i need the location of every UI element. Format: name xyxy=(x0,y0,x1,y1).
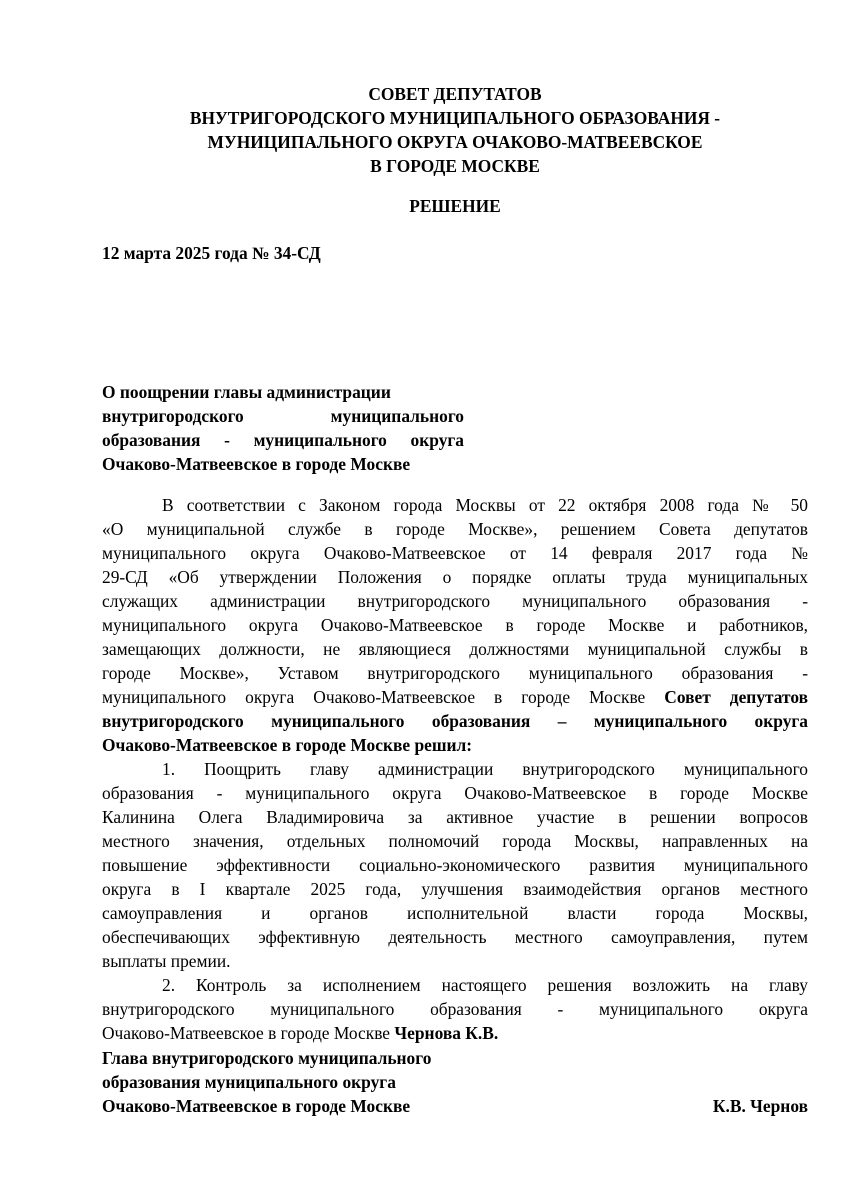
preamble-line-7: замещающих должности, не являющиеся должностями муниципальной службы в xyxy=(102,639,808,659)
council-header xyxy=(0,82,848,178)
preamble-line-2: «О муниципальной службе в городе Москве», решением Совета депутатов xyxy=(102,519,808,539)
preamble-line-1: В соответствии с Законом города Москвы от 22 октября 2008 года № 50 xyxy=(162,495,808,515)
item1-line-6: округа в I квартале 2025 года, улучшения взаимодействия органов местного xyxy=(102,879,808,899)
preamble-line-5: служащих администрации внутригородского муниципального образования - xyxy=(102,591,808,611)
item2-line-3-bold: Чернова К.В. xyxy=(394,1023,499,1043)
signatory-name: К.В. Чернов xyxy=(712,1096,808,1116)
item1-line-9: выплаты премии. xyxy=(102,951,231,971)
preamble-line-9 xyxy=(102,685,808,709)
preamble-line-9-bold: Совет депутатов xyxy=(664,687,808,707)
preamble-line-9-plain: муниципального округа Очаково-Матвеевское в городе Москве xyxy=(102,687,646,707)
preamble-line-10: внутригородского муниципального образования – муниципального округа xyxy=(102,711,808,731)
item1-line-1: 1. Поощрить главу администрации внутригородского муниципального xyxy=(162,759,808,779)
preamble-line-11: Очаково-Матвеевское в городе Москве решил: xyxy=(102,735,473,755)
subject-line-2: внутригородского муниципального xyxy=(102,406,464,426)
subject-line-3: образования - муниципального округа xyxy=(102,430,464,450)
document-body xyxy=(102,493,808,1045)
item2-line-2: внутригородского муниципального образования - муниципального округа xyxy=(102,999,808,1019)
header-line-2: ВНУТРИГОРОДСКОГО МУНИЦИПАЛЬНОГО ОБРАЗОВАНИЯ - xyxy=(189,108,721,128)
item1-line-8: обеспечивающих эффективную деятельность местного самоуправления, путем xyxy=(102,927,808,947)
preamble-line-4: 29-СД «Об утверждении Положения о порядке оплаты труда муниципальных xyxy=(102,567,808,587)
subject-line-1: О поощрении главы администрации xyxy=(102,382,391,402)
signature-block xyxy=(102,1046,808,1118)
item2-line-3-plain: Очаково-Матвеевское в городе Москве xyxy=(102,1023,391,1043)
item1-line-3: Калинина Олега Владимировича за активное участие в решении вопросов xyxy=(102,807,808,827)
preamble-line-6: муниципального округа Очаково-Матвеевское в городе Москве и работников, xyxy=(102,615,808,635)
preamble-line-3: муниципального округа Очаково-Матвеевское от 14 февраля 2017 года № xyxy=(102,543,808,563)
item1-line-4: местного значения, отдельных полномочий города Москвы, направленных на xyxy=(102,831,808,851)
signature-line-3: Очаково-Матвеевское в городе Москве xyxy=(102,1096,411,1116)
signature-line-2: образования муниципального округа xyxy=(102,1072,396,1092)
header-line-3: МУНИЦИПАЛЬНОГО ОКРУГА ОЧАКОВО-МАТВЕЕВСКОЕ xyxy=(207,132,703,152)
item2-line-3 xyxy=(102,1021,808,1045)
header-line-4: В ГОРОДЕ МОСКВЕ xyxy=(370,156,540,176)
subject-block xyxy=(102,380,464,476)
signature-line-1: Глава внутригородского муниципального xyxy=(102,1048,432,1068)
item1-line-7: самоуправления и органов исполнительной власти города Москвы, xyxy=(102,903,808,923)
subject-line-4: Очаково-Матвеевское в городе Москве xyxy=(102,454,411,474)
item1-line-2: образования - муниципального округа Очаково-Матвеевское в городе Москве xyxy=(102,783,808,803)
document-type: РЕШЕНИЕ xyxy=(409,196,501,216)
item2-line-1: 2. Контроль за исполнением настоящего решения возложить на главу xyxy=(162,975,808,995)
header-line-1: СОВЕТ ДЕПУТАТОВ xyxy=(368,84,542,104)
signature-row xyxy=(102,1094,808,1118)
item1-line-5: повышение эффективности социально-экономического развития муниципального xyxy=(102,855,808,875)
preamble-line-8: городе Москве», Уставом внутригородского муниципального образования - xyxy=(102,663,808,683)
date-and-number: 12 марта 2025 года № 34-СД xyxy=(102,243,321,263)
